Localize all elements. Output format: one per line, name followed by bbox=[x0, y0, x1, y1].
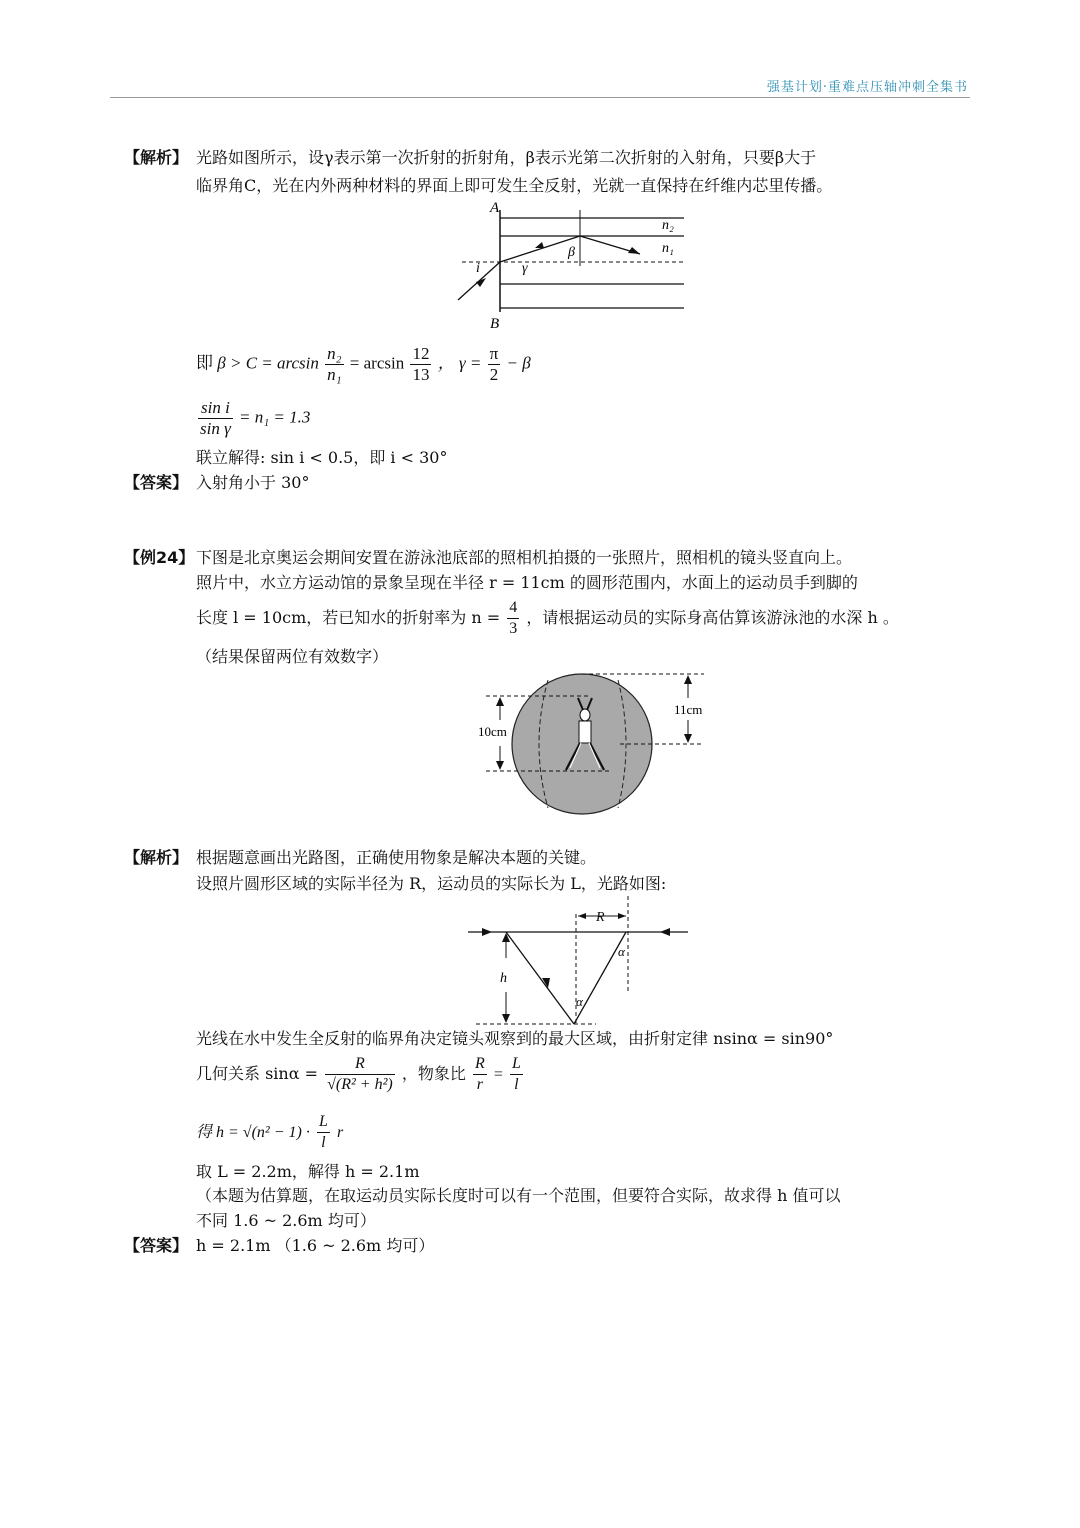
analysis-tag: 【解析】 bbox=[124, 148, 189, 167]
geo-b: ，物象比 bbox=[401, 1064, 466, 1083]
n-denominator: 3 bbox=[509, 620, 518, 637]
eq1-n1: n₁ bbox=[327, 365, 342, 384]
example-24-line-3b: ，请根据运动员的实际身高估算该游泳池的水深 h 。 bbox=[526, 608, 899, 627]
analysis-line-1: 光路如图所示，设γ表示第一次折射的折射角，β表示光第二次折射的入射角，只要β大于 bbox=[196, 148, 817, 167]
geometry-relation: 几何关系 sinα = $\frac{R}{\text{√(R² + h²)}}$ ，物象比 $\frac{R}{r}$ = $\frac{L}{l}$ bbox=[196, 1055, 521, 1093]
example-24-line-1: 下图是北京奥运会期间安置在游泳池底部的照相机拍摄的一张照片，照相机的镜头竖直向上。 bbox=[196, 548, 853, 567]
eq2-num: sin i bbox=[198, 398, 233, 419]
example-24-line-4: （结果保留两位有效数字） bbox=[196, 647, 389, 666]
label-alpha-top: α bbox=[618, 944, 625, 959]
answer-1: 入射角小于 30° bbox=[196, 473, 310, 492]
label-h: h bbox=[500, 971, 507, 986]
eq1-ji: 即 bbox=[196, 353, 213, 373]
analysis-line-2: 临界角C，光在内外两种材料的界面上即可发生全反射，光就一直保持在纤维内芯里传播。 bbox=[196, 176, 833, 195]
label-R: R bbox=[596, 910, 605, 925]
answer-tag-1: 【答案】 bbox=[124, 473, 189, 492]
eq1-part-b: = arcsin bbox=[349, 353, 405, 373]
eq1-n2: n₂ bbox=[327, 344, 342, 363]
geo-num: R bbox=[325, 1054, 395, 1075]
eq1-12: 12 bbox=[412, 344, 430, 363]
swimmer-photo-diagram bbox=[470, 668, 720, 818]
example-24-tag: 【例24】 bbox=[124, 548, 195, 567]
eq2-rhs: = n₁ = 1.3 bbox=[239, 407, 311, 427]
header-divider bbox=[110, 97, 970, 98]
example-24-line-3a: 长度 l = 10cm，若已知水的折射率为 n = bbox=[196, 608, 501, 627]
eq-h-l: l bbox=[321, 1134, 326, 1151]
light-path-diagram bbox=[466, 894, 696, 1028]
equation-h bbox=[196, 1112, 343, 1153]
equation-snell bbox=[196, 398, 310, 439]
eq-h-r: r bbox=[336, 1124, 344, 1141]
analysis-2-line-4: 取 L = 2.2m，解得 h = 2.1m bbox=[196, 1162, 420, 1181]
eq-h-a: 得 h = √(n² − 1) · bbox=[196, 1124, 310, 1141]
label-alpha-bottom: α bbox=[576, 994, 583, 1009]
n-numerator: 4 bbox=[507, 598, 519, 619]
eq-h-L: L bbox=[317, 1112, 330, 1133]
eq1-pi: π bbox=[489, 344, 499, 363]
label-gamma: γ bbox=[522, 261, 528, 276]
label-i: i bbox=[476, 261, 480, 276]
eq1-13: 13 bbox=[412, 365, 430, 384]
geo-den: √(R² + h²) bbox=[327, 1076, 393, 1093]
fiber-optic-diagram bbox=[440, 196, 700, 336]
eq1-two: 2 bbox=[489, 365, 499, 384]
analysis-2-line-6: 不同 1.6 ~ 2.6m 均可） bbox=[196, 1211, 376, 1230]
analysis-2-line-3: 光线在水中发生全反射的临界角决定镜头观察到的最大区域，由折射定律 nsinα = sin90° bbox=[196, 1029, 834, 1048]
answer-2: h = 2.1m （1.6 ~ 2.6m 均可） bbox=[196, 1236, 435, 1255]
ratio-l: l bbox=[514, 1076, 519, 1093]
label-10cm: 10cm bbox=[478, 724, 507, 739]
ratio-r: r bbox=[476, 1076, 483, 1093]
answer-tag-2: 【答案】 bbox=[124, 1236, 189, 1255]
analysis-line-3: 联立解得: sin i < 0.5，即 i < 30° bbox=[196, 448, 448, 467]
eq2-den: sin γ bbox=[200, 419, 231, 438]
eq1-part-d: − β bbox=[506, 353, 531, 373]
equation-critical-angle bbox=[196, 344, 531, 385]
analysis-2-tag: 【解析】 bbox=[124, 848, 189, 867]
label-A: A bbox=[490, 200, 500, 216]
ratio-R: R bbox=[473, 1054, 487, 1075]
label-11cm: 11cm bbox=[674, 702, 703, 717]
label-n1: n₁ bbox=[662, 241, 674, 256]
analysis-2-line-5: （本题为估算题，在取运动员实际长度时可以有一个范围，但要符合实际，故求得 h 值可以 bbox=[196, 1186, 841, 1205]
label-B: B bbox=[490, 316, 500, 332]
example-24-line-2: 照片中，水立方运动馆的景象呈现在半径 r = 11cm 的圆形范围内，水面上的运动员手到脚的 bbox=[196, 573, 858, 592]
ratio-L: L bbox=[510, 1054, 523, 1075]
geo-a: 几何关系 sinα = bbox=[196, 1064, 319, 1083]
label-beta: β bbox=[568, 245, 575, 260]
eq1-part-a: β > C = arcsin bbox=[217, 353, 319, 373]
eq1-part-c: ， γ = bbox=[437, 353, 482, 373]
analysis-2-line-1: 根据题意画出光路图，正确使用物象是解决本题的关键。 bbox=[196, 848, 597, 867]
example-24-line-3 bbox=[196, 598, 899, 639]
analysis-2-line-2: 设照片圆形区域的实际半径为 R，运动员的实际长为 L，光路如图: bbox=[196, 874, 667, 893]
label-n2: n₂ bbox=[662, 218, 674, 233]
header-title: 强基计划·重难点压轴冲刺全集书 bbox=[766, 80, 968, 95]
